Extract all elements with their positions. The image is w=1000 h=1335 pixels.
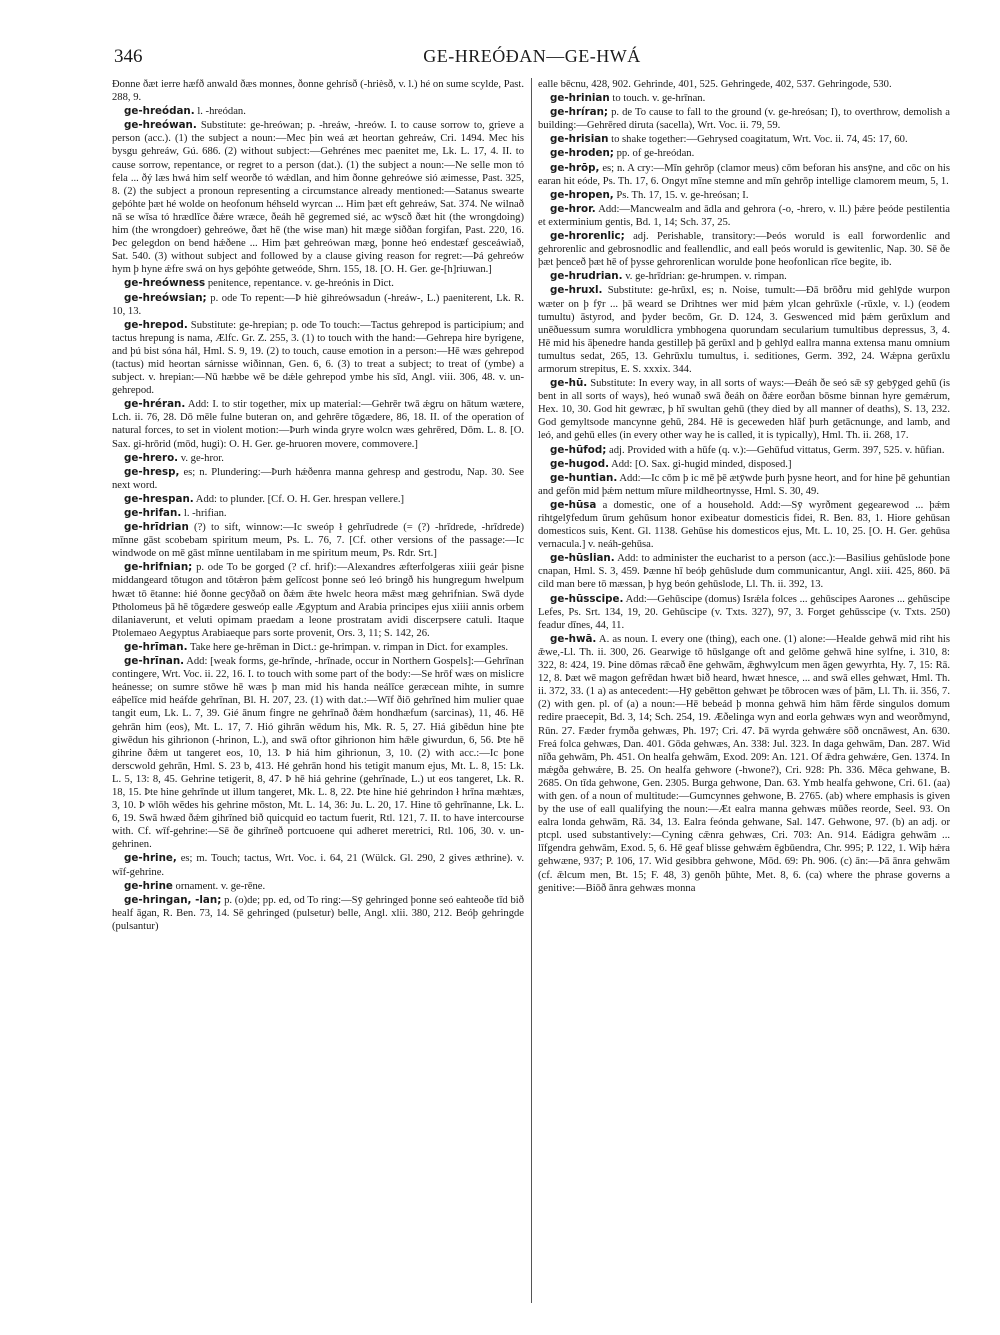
- entry-text: to touch. v. ge-hrīnan.: [612, 93, 706, 105]
- dictionary-entry: [538, 472, 950, 498]
- entry-text: (?) to sift, winnow:—Ic sweóp ł gehrīudrede (= (?) -hrīdrede, -hrīdrede) mīnne gāst scobebam spiritum meum, Ps. L. 76, 7. [Cf. other versions of the passage:—Ic windwode on mē gāst mīnne uentilabam in me spiritum meum, Ps. Rdr. Srt.]: [112, 522, 524, 560]
- entry-headword: ge-hrifan.: [124, 507, 182, 519]
- entry-text: Add: to administer the eucharist to a person (acc.):—Basilius gehūslode þone cnapan, Hml. S. 3, 459. Þænne hī beóþ gehūslude dum communicantur, Angl. xiii. 425, 860. Þā cild man bere tō mæssan, þ hyg beón gehūslode, Ll. Th. ii. 392, 13.: [538, 553, 950, 591]
- entry-headword: ge-hrīnan.: [124, 655, 185, 668]
- entry-headword: ge-hrorenlic;: [550, 230, 625, 243]
- entry-text: adj. Perishable, transitory:—Þeós woruld is eall forwordenlic and gehrorenlic and gebrosnodlic and feallendlic, and eall þeós woruld is gewitenlic, Nap. 30. Sē ðe þæt þenceð þæt hē of þysse gehrorenlican worulde þone heofonlican rīce begite, ib.: [538, 231, 950, 269]
- entry-headword: ge-hugod.: [550, 457, 610, 470]
- entry-headword: ge-hreówsian;: [124, 291, 207, 304]
- dictionary-entry: [538, 458, 950, 471]
- entry-text: Ps. Th. 17, 15. v. ge-hreósan; I.: [616, 189, 749, 201]
- dictionary-entry: [538, 147, 950, 160]
- entry-headword: ge-hreówan.: [124, 119, 197, 132]
- right-column: [538, 78, 950, 1303]
- entry-text: Add: [O. Sax. gi-hugid minded, disposed.]: [611, 458, 792, 470]
- entry-text: adj. Provided with a hūfe (q. v.):—Gehūfud vittatus, Germ. 397, 525. v. hūfian.: [609, 444, 945, 456]
- dictionary-entry: [112, 641, 524, 654]
- dictionary-entry: [538, 633, 950, 895]
- dictionary-entry: [112, 507, 524, 520]
- dictionary-entry: [538, 270, 950, 283]
- column-divider: [531, 78, 532, 1303]
- entry-headword: ge-hríran;: [550, 106, 609, 119]
- entry-headword: ge-hringan, -lan;: [124, 893, 222, 906]
- entry-headword: ge-hrisian: [550, 133, 609, 146]
- dictionary-entry: [538, 284, 950, 376]
- dictionary-entry: [538, 78, 950, 91]
- entry-headword: ge-hrepod.: [124, 318, 188, 331]
- dictionary-entry: [112, 655, 524, 851]
- page-number: 346: [114, 46, 143, 67]
- entry-text: pp. of ge-hreódan.: [616, 148, 695, 160]
- entry-headword: ge-hūsa: [550, 498, 597, 511]
- page-header: [112, 38, 952, 72]
- entry-text: Substitute: In every way, in all sorts of ways:—Ðeáh ðe seó sǣ sȳ gebȳged gehū (is bent in all sorts of ways), heó wunað swā ðeáh on ðǽre eorðan bōsme binnan hyre gemǽrum, Hex. 10, 30. God hit gewræc, þ hī swultan gehū (they died by all manner of deaths), S. 13, 232. God gemyltsode mancynne gehū, 284. Hē is geceweden hlāf þurh getācnunge, and lamb, and leó, and gehū elles (in every other way he is called, it is typically), Hml. Th. ii. 268, 17.: [538, 378, 950, 442]
- dictionary-entry: [538, 106, 950, 132]
- entry-text: Add: [weak forms, ge-hrīnde, -hrīnade, occur in Northern Gospels]:—Gehrīnan contingere, Wrt. Voc. ii. 22, 16. I. to touch with some part of the body:—Se hrōf wæs on mislicre heánesse; on sumre stōwe hē wæs þ man mid his handa neálīce geræcean mihte, in sumre eáþelīce mid heáfde gehrīnan, Bl. H. 207, 23. (1) with dat.:—Wīf ðiō gehrīned him mulier quae tangit eum, Lk. L. 7, 39. Gié ānum fingre ne gehrīnað ðǽm hondhæfum (sarcinas), 11, 46. Hē gehrān him (eos), Mt. L. 17, 7. Hió gihrān wēdum his, Mk. R. 5, 27. Hiá gibēdun hine þte giwēdun his gihrionon (-hrinon, L.), and swā oftor gihrionon him hǣle giwurdun, 6, 56. Þte hē gihrine ðǽm ut tangeret eos, 10, 13. Þ hiá him gihrionun, 3, 10. (2) with acc.:—Ic þone derscwold gehrān, Hml. S. 23 b, 413. Hé gehrān hond his tetigit manum ejus, Mt. L. 8, 15: Lk. L. 5, 13: 8, 45. Gehrine tetigerit, 8, 47. Þ hē hiá gehrine (gehrīnade, L.) ut eos tangeret, Lk. R. 18, 15. Þte hine gehrīnde ut illum tangeret, Mk. L. 8, 22. Þte hine hié gehrindon ł hrīna mæhtæs, 3, 10. Þ wlōh wēdes his gehrine mōston, Mt. L. 14, 36: Ju. L. 20, 17. Hine tō gehrīnanne, Lk. L. 6, 19. Swā hwæd ðǽm gihrīned bið quicquid eo tactum fuerit, Rtl. 121, 7. II. to have intercourse with. Cf. wīf-gehrine:—Sē ðe gihrīneð portcuoene qui adheret meretrici, Rtl. 106, 30. v. un-gehrinen.: [112, 656, 524, 851]
- entry-text: a domestic, one of a household. Add:—Sȳ wyrðment gegearewod ... þǽm rihtgelȳfedum ūrum gehūsum honor exibeatur domesticis fidei, R. Ben. 83, 1. Hiore gehūsan domesticos suis, Kent. Gl. 1138. Gehūse his domesticos ejus, Mt. L. 10, 25. [O. H. Ger. gehūsa vernacula.] v. neáh-gehūsa.: [538, 499, 950, 551]
- entry-text: Add:—Ic cōm þ ic mē þē ætȳwde þurh þysne heort, and for hine þē gehuntian and gefōn mid þǽm nettum mīure mildheortnysse, Hml. S. 30, 49.: [538, 472, 950, 497]
- dictionary-entry: [538, 552, 950, 591]
- entry-headword: ge-hrine: [124, 879, 173, 892]
- entry-text: Substitute: ge-hrepian; p. ode To touch:—Tactus gehrepod is participium; and tactus hrepung is nama, Ælfc. Gr. Z. 255, 3. (1) to touch with the hand:—Gehrepa hire byrigene, and þú bist sóna hál, Hml. S. 9, 19. (2) to touch, cause emotion in a person:—Hē wæs gehrepod (tactus) mid heortan sárnisse wiðinnan, Gen. 6, 6. (3) to treat a subject; to treat of (ymbe) a subject. v. hrepian:—Nū hæbbe wē be dǽle gehrepod ymbe his sīd, Angl. viii. 306, 48. v. un-gehrepod.: [112, 319, 524, 397]
- entry-headword: ge-hūfod;: [550, 443, 607, 456]
- dictionary-entry: [112, 466, 524, 492]
- entry-text: es; m. Touch; tactus, Wrt. Voc. i. 64, 21 (Wülck. Gl. 290, 2 gives æthrine). v. wīf-gehrine.: [112, 853, 524, 878]
- dictionary-entry: [112, 852, 524, 878]
- entry-headword: ge-hroden;: [550, 147, 614, 160]
- dictionary-entry: [538, 593, 950, 632]
- dictionary-entry: [112, 292, 524, 318]
- dictionary-entry: [538, 162, 950, 188]
- entry-text: es; n. Plundering:—Þurh hǽðenra manna gehresp and gestrodu, Nap. 30. See next word.: [112, 466, 524, 491]
- entry-headword: ge-hreódan.: [124, 105, 195, 118]
- entry-headword: ge-huntian.: [550, 471, 618, 484]
- entry-headword: ge-hrōp,: [550, 161, 600, 174]
- entry-text: p. de To cause to fall to the ground (v. ge-hreósan; I), to overthrow, demolish a building:—Gehrēred diruta (sacella), Wrt. Voc. ii. 79, 59.: [538, 107, 950, 132]
- entry-text: penitence, repentance. v. ge-hreónis in Dict.: [207, 278, 394, 290]
- entry-text: to shake together:—Gehrysed coagitatum, Wrt. Voc. ii. 74, 45: 17, 60.: [611, 134, 908, 146]
- entry-headword: ge-hrine,: [124, 852, 177, 865]
- dictionary-entry: [112, 452, 524, 465]
- running-head: GE-HREÓÐAN—GE-HWÁ: [423, 46, 641, 66]
- dictionary-entry: [538, 444, 950, 457]
- dictionary-entry: [112, 78, 524, 104]
- dictionary-page: [112, 38, 952, 1308]
- dictionary-entry: [538, 203, 950, 229]
- entry-headword: ge-hréran.: [124, 398, 186, 411]
- left-column: [112, 78, 524, 1303]
- entry-headword: ge-hū.: [550, 377, 588, 390]
- dictionary-entry: [112, 521, 524, 560]
- entry-text: Add: I. to stir together, mix up material:—Gehrēr twā ǽgru on hātum wætere, Lch. ii. 76, 28. Dō mēle fulne buteran on, and gehrēre tōgædere, 86, 18. II. of the operation of natural forces, to set in violent motion:—Þurh winda gryre wolcn wæs gehrēred, Dōm. L. 8. [O. Sax. gi-hrōrid (mōd, hugi): O. H. Ger. ge-hruoren movere, commovere.]: [112, 399, 524, 450]
- entry-headword: ge-hrīdrian: [124, 521, 189, 534]
- entry-text: p. (o)de; pp. ed, od To ring:—Sȳ gehringed þonne seó eahteoðe tīd bið healf āgan, R. Ben. 73, 14. Sē gehringed (pulsetur) belle, Angl. xlii. 380, 212. Beóþ gehringde (pulsantur): [112, 894, 524, 932]
- entry-headword: ge-hūsscipe.: [550, 592, 624, 605]
- entry-headword: ge-hrespan.: [124, 492, 194, 505]
- dictionary-entry: [112, 493, 524, 506]
- entry-text: Substitute: ge-hreówan; p. -hreáw, -hreów. I. to cause sorrow to, grieve a person (acc.). (1) the subject a noun:—Mec þin weá æt heortan gehreáw, Cri. 1494. Mec his bysgu gehreáw, Gú. 686. (2) without subject:—Gehrénes mec paenitet me, Lk. L. 17, 4. II. to cause sorrow, repentance, or regret to a person (dat.). (1) the subject a noun:—Ne selle mon tó fela ... ðý læs hwá him self weorðe tó wǽdlan, and him ðonne gehreówe sió æimesse, Past. 325, 8. (2) the subject a pronoun representing a circumstance already mentioned:—Satanus swearte geþóhte þæt hé wolde on heofonum héhseld wyrcan ... Him þæt eft gehreáw, Sat. 374. Ne wilnað nā se wīsa tó hrædlīce ðǽre wræce, ðeáh hē gegremed sié, ac wȳscð ðæt hit (the wrongdoing) him (the wrongdoer) gehreówe, ðæt hē (the wise man) hit mæge siððan forgifan, Past. 220, 16. Þec gelegdon on bend hǽðene ... Him þæt gehreówan mæg, þonne heó endestæf gesceáwiað, Sat. 540. (3) without subject and followed by a clause giving reason for regret:—Þá gehreów hym þ hyne ǽfre swá on hys geþóhte getweóde, Shrn. 155, 18. [O. H. Ger. ge-[h]riuwan.]: [112, 120, 524, 276]
- entry-text: Add: to plunder. [Cf. O. H. Ger. hrespan vellere.]: [195, 493, 405, 505]
- text-columns: [112, 78, 952, 1303]
- dictionary-entry: [538, 230, 950, 269]
- entry-text: p. ode To be gorged (? cf. hrif):—Alexandres æfterfolgeras xiiii geár þisne middangeard tōtugon and tōtǽron þǽm gelīcost þonne seó leó bringð his hungregum hwelpum hwæt tō ētanne: hié ðonne gecȳðað on ðǽm ǣte hwelc heora mǣst mæg gehrifnian. Swā dyde Ptholomeus þā hē tōgædere gesweóp ealle Ægyptum and Arabia principes ejus xiiii annis orbem dilaniaverunt, et veluti opimam praedam a leone prostratam avidi discerpsere catuli. Itaque Ptolemaeo Aegyptus Arabiaeque pars sorte provenit, Ors. 3, 11; S. 142, 26.: [112, 562, 524, 639]
- dictionary-entry: [538, 189, 950, 202]
- entry-text: v. ge-hrīdrian: ge-hrumpen. v. rimpan.: [625, 271, 787, 283]
- dictionary-entry: [112, 880, 524, 893]
- dictionary-entry: [538, 92, 950, 105]
- dictionary-entry: [538, 499, 950, 551]
- entry-headword: ge-hropen,: [550, 188, 614, 201]
- entry-text: ornament. v. ge-rēne.: [175, 880, 266, 892]
- entry-text: A. as noun. I. every one (thing), each one. (1) alone:—Healde gehwā mid riht his ǣwe,-Ll. Th. ii. 300, 26. Gearwige tō hūslgange oft and gelōme gehwā hine sylfne, i. 310, 8: 322, 8: 424, 19. Þine dōmas rǣcað ēne gehwām, ǣghwylcum men āgen gewyrhta, Hy. 7, 15: Rā. 12, 8. Þæt wē magon gefrēdan hwæt bið heard, hwæt hnesce, ... and swā elles gehwæt, Hml. Th. ii. 372, 33. (1 a) as antecedent:—Hȳ gebētton gehwæt þe tōbrocen wæs of þām, Ll. Th. ii. 356, 7. (2) with gen. pl. of (a) a noun:—Hē bebeád þ monna gehwā him hām fērde singulos domum redire praecepit, Bd. 3, 14; Sch. 254, 19. Æðelinga wyn and eorla gehwæs wyn and weorðmynd, Rūn. 27. Fæder frymða gehwæs, Ph. 197; Cri. 47. Þā wyrda gehwǽre sōð oncnāwest, An. 630. Freá folca gehwæs, Dan. 401. Gōda gehwæs, An. 338: Jul. 323. In daga gehwām, Dan. 287. Wid nīða gehwām, Ph. 451. On healfa gehwām, Exod. 209: An. 121. Of ǣdra gehwǽre, Gen. 1374. In mǽgða gehwǽre, B. 25. On healfa gehwore (-hwone?), Cri. 928: Ph. 336. Mēca gehwane, B. 2685. On tīda gehwone, Gen. 2305. Burga gehwone, Dan. 63. Ymb healfa gehwone, Cri. 61. (aa) with gen. of a noun of multitude:—Gumcynnes gehwone, B. 2765. (ab) where emphasis is given by the use of eall qualifying the noun:—Æt ealra manna gehwæs mūðes reorde, Seel. 93. On ealra londa gehwām, Rā. 34, 13. Ealra feónda gehwane, Sal. 147. Gehwone, 97. (b) an adj. or ptcpl. used substantively:—Cyning cǣnra gehwæs, Cri. 703: An. 914. Eádigra gehwām ... līfgendra gehwām, Exod. 5, 6. Hē geaf blisse gehwǽm ēgbūendra, Chr. 995; P. 122, 1. Wiþ hǽra gehwæne, 937; P. 106, 17. Wid gesibbra gehwone, Mōd. 69: Ph. 906. (c) ān:—Þā ānra gehwām (cf. ǣlcum men, Bt. 15; F. 48, 3) genōh þūhte, Met. 8, 6. (ca) where the phrase governs a genitive:—Biōð ānra gehwæs monna: [538, 633, 950, 894]
- entry-headword: ge-hruxl.: [550, 284, 603, 297]
- entry-headword: ge-hreówness: [124, 277, 206, 290]
- entry-text: Take here ge-hrēman in Dict.: ge-hrimpan. v. rimpan in Dict. for examples.: [189, 641, 509, 653]
- entry-text: ealle bēcnu, 428, 902. Gehrinde, 401, 525. Gehringede, 402, 537. Gehringode, 530.: [538, 79, 892, 90]
- entry-headword: ge-hrifnian;: [124, 561, 193, 574]
- entry-headword: ge-hwā.: [550, 632, 597, 645]
- entry-headword: ge-hrudrian.: [550, 270, 623, 283]
- dictionary-entry: [112, 398, 524, 450]
- entry-headword: ge-hresp,: [124, 465, 180, 478]
- entry-headword: ge-hrero.: [124, 451, 179, 464]
- entry-text: Substitute: ge-hrūxl, es; n. Noise, tumult:—Ðā brōðru mid gehlȳde wurpon wæter on þ fȳr ... þā weard se Drihtnes wer mid þǽm ylcan gehrūxle (-rūxle, v. l.) (eodem tumultu) āstyrod, and þyder becōm, Gr. D. 124, 3. Geswenced mid þǽm gerūxlum and unēðuessum sumra woruldlicra ymbhogena quorundam secularium tumultibus depressus, 3, 4. Hē mid his āþenedre handa gestilleþ þā gerūxl and þ gehlȳd eallra manna extensa manu omnium tumultus sedat, 265, 13. Gehrūxlu tumultus, i. seditiones, Germ. 392, 24. Wǽpna gerūxlu armorum strepitus, E. S. xxxix. 344.: [538, 285, 950, 375]
- dictionary-entry: [112, 894, 524, 933]
- entry-text: es; n. A cry:—Mīn gehrōp (clamor meus) cōm beforan his ansȳne, and cōc on his earan hit eóde, Ps. Th. 17, 6. Ongyt mīne stemne and mīn gehrōp intellige clamorem meum, 5, 1.: [538, 162, 950, 187]
- entry-text: Add:—Mancwealm and ādla and gehrora (-o, -hrero, v. ll.) þǽre þeóde pestilentia et exterminium gentis, Bd. 1, 14; Sch. 37, 25.: [538, 203, 950, 228]
- entry-text: v. ge-hror.: [180, 452, 224, 464]
- entry-headword: ge-hūslian.: [550, 552, 615, 565]
- entry-text: Add:—Gehūscipe (domus) Isrǽla folces ... gehūscipes Aarones ... gehūscipe Lefes, Ps. Srt. 134, 19, 20. Gehūscipe (v. Txts. 327), 97, 3. Forget gehūsscipe (v. Txts. 250) feadur dīnes, 44, 11.: [538, 593, 950, 631]
- dictionary-entry: [112, 105, 524, 118]
- entry-headword: ge-hrīman.: [124, 640, 188, 653]
- entry-headword: ge-hrinian: [550, 92, 610, 105]
- entry-text: l. -hreódan.: [197, 106, 246, 118]
- entry-headword: ge-hror.: [550, 202, 596, 215]
- dictionary-entry: [112, 561, 524, 640]
- entry-text: Ðonne ðæt ierre hæfð anwald ðæs monnes, ðonne gehrísð (-hrièsð, v. l.) hé on sume scylde, Past. 288, 9.: [112, 79, 524, 104]
- entry-text: p. ode To repent:—Þ hiè gihreówsadun (-hreáw-, L.) paeniterent, Lk. R. 10, 13.: [112, 292, 524, 317]
- dictionary-entry: [538, 377, 950, 442]
- dictionary-entry: [538, 133, 950, 146]
- entry-text: l. -hrifian.: [183, 508, 227, 519]
- dictionary-entry: [112, 119, 524, 276]
- dictionary-entry: [112, 277, 524, 290]
- dictionary-entry: [112, 319, 524, 398]
